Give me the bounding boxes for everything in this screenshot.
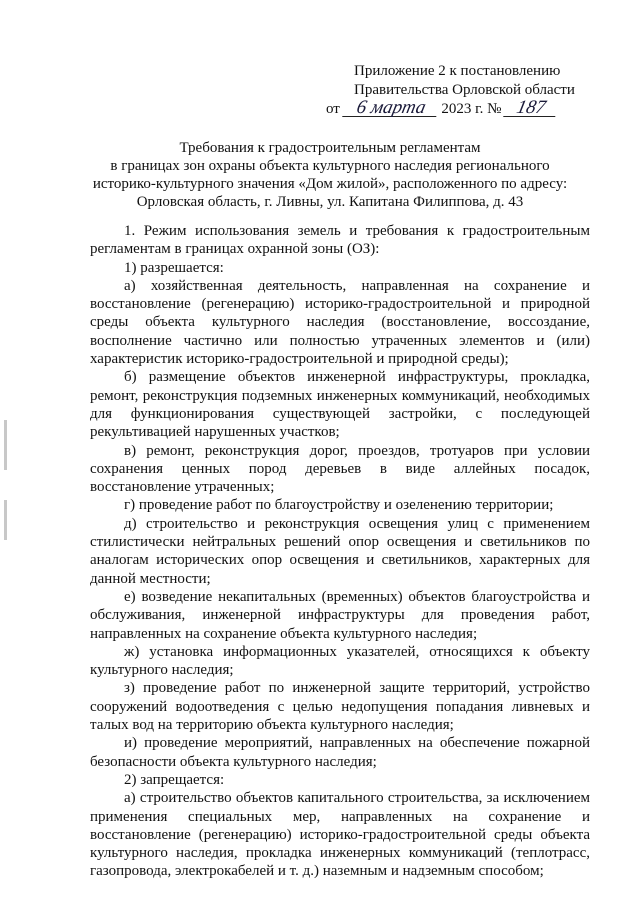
paragraph: ж) установка информационных указателей, относящихся к объекту культурного наследия; (90, 643, 590, 679)
document-title (60, 139, 600, 211)
paragraph: 1) разрешается: (124, 259, 224, 276)
paragraph: 1. Режим использования земель и требования к градостроительным регламентам в границах охранной зоны (ОЗ): (90, 223, 590, 258)
paragraph: в) ремонт, реконструкция дорог, проездов, тротуаров при условии сохранения ценных пород деревьев в виде аллейных посадок, восстановление утраченных; (90, 442, 590, 496)
title-line-3: историко-культурного значения «Дом жилой», расположенного по адресу: (92, 176, 568, 192)
paragraph: а) строительство объектов капитального строительства, за исключением применения специальных мер, направленных на сохранение и восстановление (регенерацию) историко-градостроительной среды объекта культурного наследия, прокладка инженерных коммуникаций (теплотрасс, газопровода, электрокабелей и т. д.) наземным и надземным способом; (90, 790, 590, 880)
paragraph: 2) запрещается: (124, 771, 225, 788)
header-line-3 (326, 97, 586, 119)
header-prefix: от (326, 101, 340, 117)
header-line-2: Правительства Орловской области (354, 82, 575, 98)
paragraph: а) хозяйственная деятельность, направленная на сохранение и восстановление (регенерацию) историко-градостроительной и природной среды объекта культурного наследия (восстановление, воссоздание, восполнение частично или полностью утраченных элементов и (или) характеристик историко-градостроительной и природной среды); (90, 277, 590, 368)
scan-margin-mark (4, 500, 7, 540)
paragraph: з) проведение работ по инженерной защите территорий, устройство сооружений водоотведения с целью недопущения попадания ливневых и талых вод на территорию объекта культурного наследия; (90, 680, 590, 734)
title-line-2: в границах зон охраны объекта культурного наследия регионального (110, 158, 550, 174)
paragraph: и) проведение мероприятий, направленных на обеспечение пожарной безопасности объекта культурного наследия; (90, 735, 590, 770)
paragraph: г) проведение работ по благоустройству и озеленению территории; (124, 497, 554, 514)
header-line-1: Приложение 2 к постановлению (354, 63, 561, 79)
document-body (90, 222, 590, 881)
header-year-number: 2023 г. № (441, 101, 502, 117)
paragraph: д) строительство и реконструкция освещения улиц с применением стилистически нейтральных решений опор освещения и светильников по аналогам исторических опор освещения и светильников, характерных для данной местности; (90, 515, 590, 587)
handwritten-number: 187 (503, 100, 559, 117)
scan-margin-mark (4, 420, 7, 470)
handwritten-date: 6 марта (342, 100, 440, 117)
paragraph: е) возведение некапитальных (временных) объектов благоустройства и обслуживания, инженерной инфраструктуры для проведения работ, направленных на сохранение объекта культурного наследия; (90, 588, 590, 642)
appendix-header (326, 62, 614, 119)
title-line-1: Требования к градостроительным регламентам (179, 140, 481, 156)
title-line-4: Орловская область, г. Ливны, ул. Капитана Филиппова, д. 43 (136, 194, 524, 210)
paragraph: б) размещение объектов инженерной инфраструктуры, прокладка, ремонт, реконструкция подземных инженерных коммуникаций, необходимых для функционирования существующей застройки, с последующей рекультивацией нарушенных участков; (90, 369, 590, 441)
